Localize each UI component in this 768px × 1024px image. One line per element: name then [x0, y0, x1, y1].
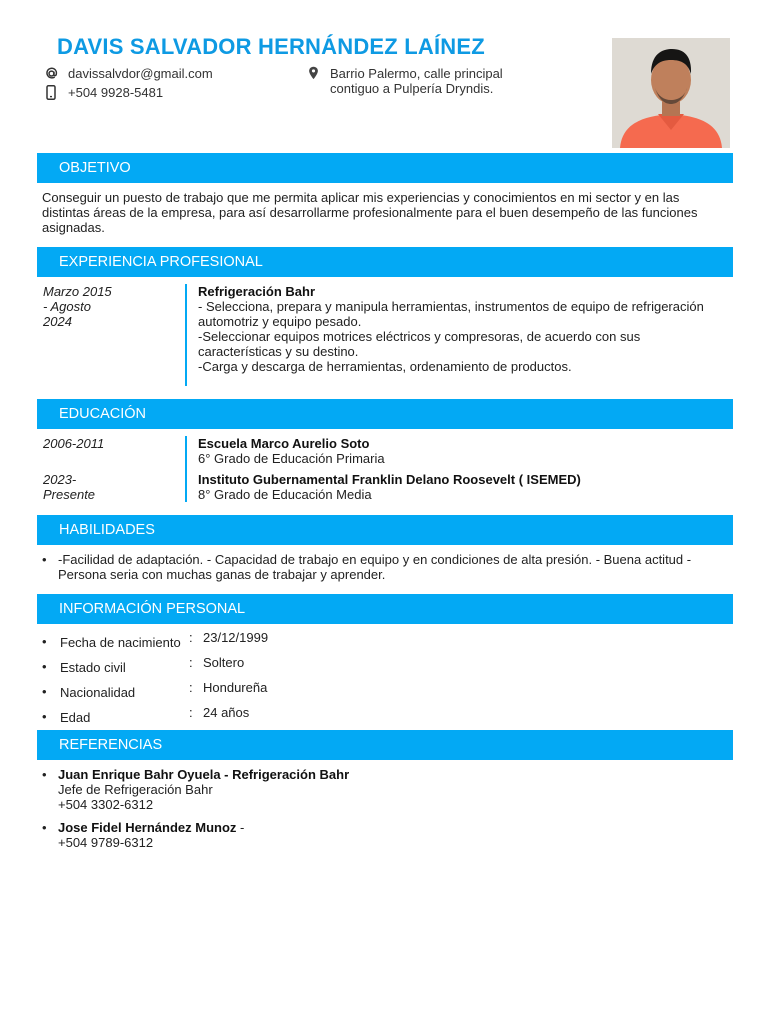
email-row	[42, 66, 213, 81]
section-header-educacion: EDUCACIÓN	[37, 399, 733, 429]
experience-entry: Refrigeración Bahr - Selecciona, prepara y manipula herramientas, instrumentos de equipo de refrigeración automotriz y equipo pesado. -Seleccionar equipos motrices eléctricos y compresoras, de acuerdo con sus características y su destino. -Carga y descarga de herramientas, ordenamiento de productos.	[198, 284, 728, 374]
phone-text[interactable]: +504 9928-5481	[68, 85, 164, 100]
personal-info-row: • Estado civil : Soltero	[42, 655, 245, 675]
experience-company: Refrigeración Bahr	[198, 284, 316, 299]
timeline-divider	[185, 436, 187, 502]
timeline-divider	[185, 284, 187, 386]
mobile-phone-icon	[42, 85, 60, 100]
address-row	[304, 66, 503, 96]
education-school: Instituto Gubernamental Franklin Delano Roosevelt ( ISEMED)	[198, 472, 581, 487]
address-line-2: contiguo a Pulpería Dryndis.	[330, 81, 494, 96]
education-entry	[198, 436, 728, 466]
reference-name: Juan Enrique Bahr Oyuela - Refrigeración Bahr	[58, 767, 350, 782]
at-icon	[42, 66, 60, 81]
education-entry	[198, 472, 728, 502]
personal-info-row: • Fecha de nacimiento : 23/12/1999	[42, 630, 269, 650]
location-pin-icon	[304, 66, 322, 80]
phone-row	[42, 85, 163, 100]
experience-date: Marzo 2015 - Agosto 2024	[43, 284, 112, 329]
section-header-referencias: REFERENCIAS	[37, 730, 733, 760]
education-school: Escuela Marco Aurelio Soto	[198, 436, 370, 451]
section-header-experiencia: EXPERIENCIA PROFESIONAL	[37, 247, 733, 277]
reference-phone: +504 9789-6312	[58, 835, 154, 850]
education-date: 2006-2011	[43, 436, 105, 451]
candidate-name: DAVIS SALVADOR HERNÁNDEZ LAÍNEZ	[57, 34, 485, 59]
section-header-habilidades: HABILIDADES	[37, 515, 733, 545]
profile-photo	[612, 38, 730, 148]
education-date: 2023- Presente	[43, 472, 96, 502]
education-degree: 8° Grado de Educación Media	[198, 487, 372, 502]
email-text[interactable]: davissalvdor@gmail.com	[68, 66, 213, 81]
reference-role: Jefe de Refrigeración Bahr	[58, 782, 213, 797]
section-header-info-personal: INFORMACIÓN PERSONAL	[37, 594, 733, 624]
reference-name: Jose Fidel Hernández Munoz	[58, 820, 237, 835]
objetivo-text: Conseguir un puesto de trabajo que me permita aplicar mis experiencias y conocimientos en mi sector y en las distintas áreas de la empresa, para así desarrollarme profesionalmente para el buen desempeño de las funciones asignadas.	[42, 190, 698, 235]
address-line-1: Barrio Palermo, calle principal	[330, 66, 503, 81]
reference-phone: +504 3302-6312	[58, 797, 154, 812]
personal-info-row: • Nacionalidad : Hondureña	[42, 680, 268, 700]
personal-info-row: • Edad : 24 años	[42, 705, 250, 725]
education-degree: 6° Grado de Educación Primaria	[198, 451, 385, 466]
section-header-objetivo: OBJETIVO	[37, 153, 733, 183]
